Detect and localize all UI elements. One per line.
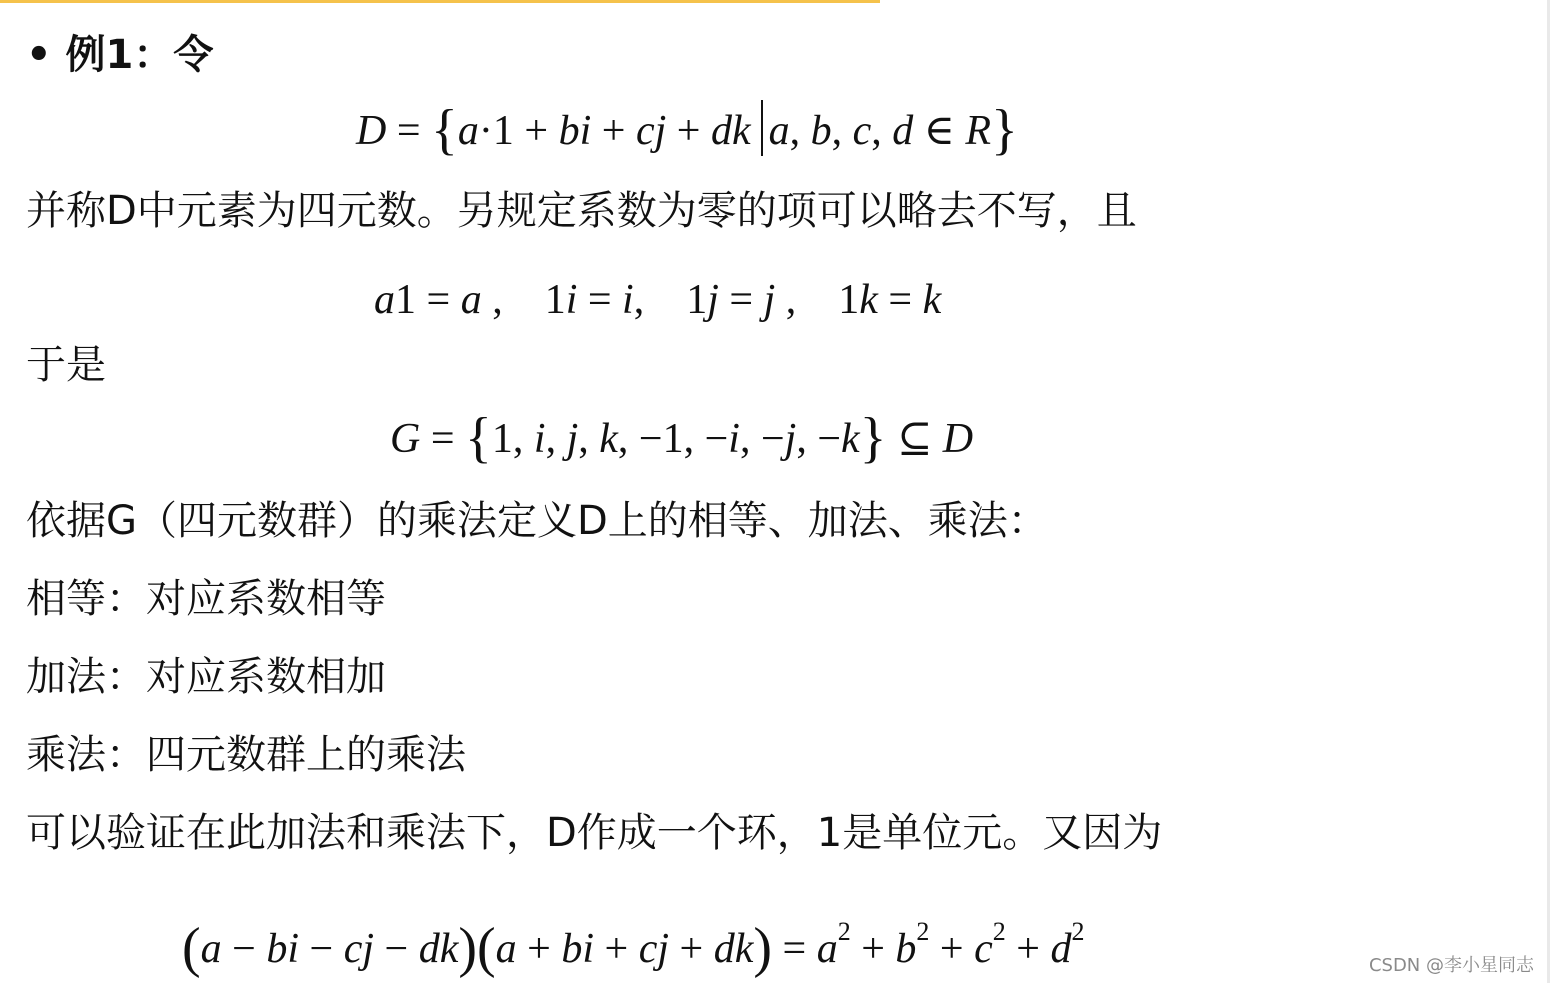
csdn-watermark: CSDN @李小星同志 (1368, 955, 1534, 976)
example-heading (26, 30, 213, 80)
heading-rest: 令 (173, 32, 214, 78)
formula-norm-product: (a − bi − cj − dk)(a + bi + cj + $dk) = a^2 + b^2 + c^2 + d^2$ (182, 917, 1085, 979)
text-line-6: 乘法：四元数群上的乘法 (26, 732, 466, 778)
formula-quaternion-group: G = {1, i, j, k, −1, −i, −j, −k} ⊆ D (390, 407, 974, 469)
top-accent-bar (0, 0, 880, 3)
text-line-5: 加法：对应系数相加 (26, 654, 386, 700)
heading-colon: ： (133, 32, 174, 78)
text-line-7: 可以验证在此加法和乘法下，D作成一个环，1是单位元。又因为 (26, 810, 1163, 856)
text-line-4: 相等：对应系数相等 (26, 576, 386, 622)
formula-quaternion-set: D = {a·1 + bi + cj + dk a, b, c, d ∈ R} (356, 99, 1018, 161)
text-line-1: 并称D中元素为四元数。另规定系数为零的项可以略去不写，且 (26, 188, 1137, 234)
formula-unit-multiplication: a1 = a , 1i = i, 1j = j , 1k = k (374, 277, 942, 323)
example-label: 例1 (65, 32, 134, 78)
text-line-2: 于是 (26, 342, 106, 388)
bullet: • (26, 32, 52, 78)
text-line-3: 依据G（四元数群）的乘法定义D上的相等、加法、乘法： (26, 498, 1048, 544)
